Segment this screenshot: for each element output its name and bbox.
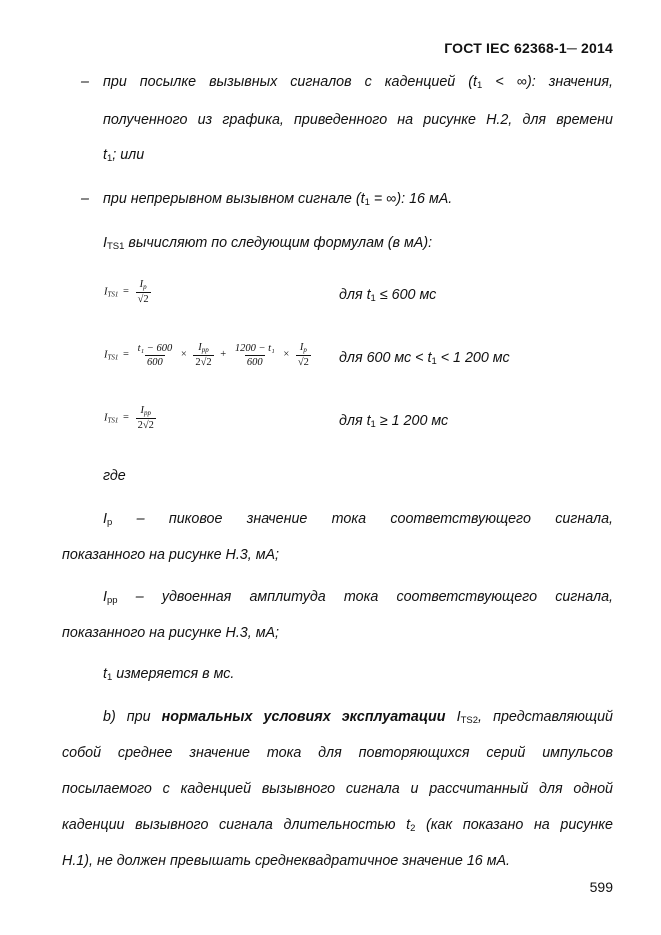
para-b-line2: собой среднее значение тока для повторяющихся серий импульсов bbox=[62, 745, 613, 761]
fraction: $\frac{\text{t₁ − 600}}{600}$ bbox=[137, 342, 173, 368]
para-b-line5: Н.1), не должен превышать среднеквадратичное значение 16 мА. bbox=[62, 853, 510, 869]
page-number: 599 bbox=[589, 879, 613, 895]
formula-3-condition: для $t_1 \ge 1$ 200 мс bbox=[339, 413, 449, 430]
fraction: $\frac{\text{Ipp}}{2√2}$ bbox=[195, 342, 212, 368]
def-ip-line2: показанного на рисунке Н.3, мА; bbox=[62, 547, 280, 563]
formula-2-condition: для 600 мс < $t_1 < 1$ 200 мс bbox=[339, 350, 510, 367]
document-header: ГОСТ IEC 62368-1─ 2014 bbox=[444, 40, 613, 56]
formula-intro: $I_{TS1}$ вычисляют по следующим формулам (в мА): bbox=[103, 235, 433, 252]
bullet1-line3: $t_1$; или bbox=[103, 147, 145, 164]
def-ipp-line1: $I_{pp}$ – удвоенная амплитуда тока соответствующего сигнала, bbox=[103, 589, 613, 606]
def-ipp-line2: показанного на рисунке Н.3, мА; bbox=[62, 625, 280, 641]
formula-1: ITS1 = $\frac{Ip}{√2}$ bbox=[104, 279, 149, 305]
formula-3: ITS1 = $\frac{\text{Ipp}}{2√2}$ bbox=[104, 405, 154, 431]
para-b-line3: посылаемого с каденцией вызывного сигнала и рассчитанный для одной bbox=[62, 781, 613, 797]
fraction: $\frac{Ip}{√2}$ bbox=[137, 279, 149, 305]
bullet1-line1: при посылке вызывных сигналов с каденцией ($t_1$ < ∞): значения, bbox=[103, 74, 614, 91]
t1-note: $t_1$ измеряется в мс. bbox=[103, 666, 235, 683]
bullet2-text: при непрерывном вызывном сигнале ($t_1$ = ∞): 16 мА. bbox=[103, 191, 453, 208]
formula-1-condition: для $t_1 \le 600$ мс bbox=[339, 287, 437, 304]
fraction: $\frac{\text{Ipp}}{2√2}$ bbox=[137, 405, 154, 431]
bullet-dash: – bbox=[81, 191, 89, 207]
para-b-line4: каденции вызывного сигнала длительностью $t_2$ (как показано на рисунке bbox=[62, 817, 613, 834]
def-ip-line1: $I_p$ – пиковое значение тока соответствующего сигнала, bbox=[103, 511, 613, 528]
formula-2: ITS1 = $\frac{\text{t₁ − 600}}{600}$ × $\frac{\text{Ipp}}{2√2}$ + $\frac{\text{1200 − t₁}}{600}$ × $\frac{Ip}{√2}$ bbox=[104, 342, 309, 368]
bullet1-line2: полученного из графика, приведенного на рисунке Н.2, для времени bbox=[103, 112, 613, 128]
fraction: $\frac{Ip}{√2}$ bbox=[297, 342, 309, 368]
para-b-line1: b) при нормальных условиях эксплуатации $I_{TS2}$, представляющий bbox=[103, 709, 613, 726]
bullet-dash: – bbox=[81, 74, 89, 90]
fraction: $\frac{\text{1200 − t₁}}{600}$ bbox=[234, 342, 275, 368]
where-label: где bbox=[103, 468, 126, 484]
